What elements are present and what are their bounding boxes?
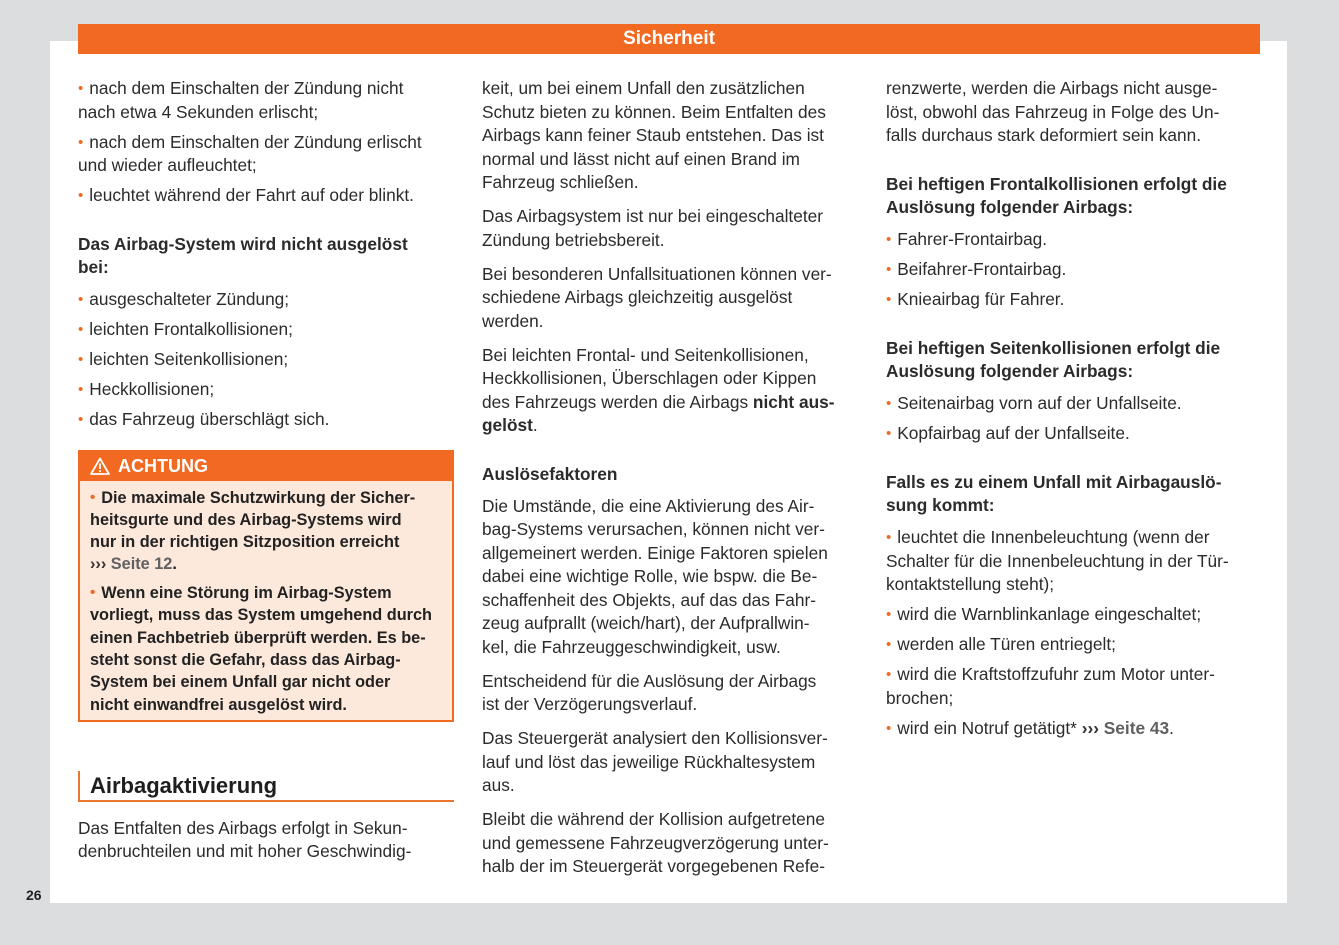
line-text: Bei leichten Frontal- und Seitenkollisionen,	[482, 344, 809, 365]
line-text: Airbagaktivierung	[90, 772, 278, 798]
line-text: Beifahrer-Frontairbag.	[897, 259, 1067, 279]
list-item	[78, 408, 454, 432]
text-line	[482, 832, 860, 856]
line-text: Bleibt die während der Kollision aufgetretene	[482, 809, 825, 829]
text-line	[482, 727, 860, 751]
subheading	[78, 233, 454, 280]
line-text: Entscheidend für die Auslösung der Airbags	[482, 670, 817, 691]
text-line	[78, 233, 454, 257]
line-text: Das Airbagsystem ist nur bei eingeschalteter	[482, 206, 823, 226]
line-text: ausgeschalteter Zündung;	[89, 289, 290, 309]
text-line	[886, 687, 1264, 711]
text-line	[482, 855, 860, 879]
text-line	[886, 392, 1264, 416]
text-line	[78, 77, 454, 101]
text-line	[482, 774, 860, 798]
line-text: Auslösefaktoren	[482, 463, 618, 484]
line-text: Kopfairbag auf der Unfallseite.	[897, 423, 1130, 443]
list-item	[886, 228, 1264, 252]
list-item	[886, 663, 1264, 710]
line-text: Das Steuergerät analysiert den Kollisionsver-	[482, 728, 828, 748]
bullet-dot-icon: •	[90, 584, 96, 602]
text-line	[78, 154, 454, 178]
line-text: .	[172, 555, 177, 574]
list-item	[886, 526, 1264, 597]
line-text: normal und lässt nicht auf einen Brand im	[482, 148, 800, 169]
bullet-dot-icon: •	[886, 231, 892, 248]
line-text: Bei besonderen Unfallsituationen können ver-	[482, 263, 832, 284]
text-line	[886, 422, 1264, 446]
line-text: Wenn eine Störung im Airbag-System	[101, 584, 392, 603]
line-text: Zündung betriebsbereit.	[482, 229, 665, 250]
line-text: Heckkollisionen;	[89, 379, 215, 399]
text-line	[90, 694, 442, 716]
line-text: denbruchteilen und mit hoher Geschwindig-	[78, 841, 412, 862]
text-line	[886, 173, 1264, 197]
list-item	[78, 348, 454, 372]
line-text: gelöst	[482, 415, 533, 435]
line-text: Schalter für die Innenbeleuchtung in der Tür-	[886, 550, 1229, 571]
text-line	[78, 408, 454, 432]
list-item	[886, 633, 1264, 657]
text-line	[482, 77, 860, 101]
bullet-dot-icon: •	[886, 291, 892, 308]
text-line	[78, 101, 454, 125]
text-line	[78, 817, 454, 841]
warning-body	[80, 481, 452, 720]
text-line	[78, 378, 454, 402]
bullet-dot-icon: •	[78, 291, 84, 308]
line-text: Airbags kann feiner Staub entstehen. Das ist	[482, 125, 824, 145]
subheading	[886, 337, 1264, 384]
text-line	[886, 663, 1264, 687]
list-item	[78, 318, 454, 342]
bullet-dot-icon: •	[90, 488, 96, 506]
line-text: und wieder aufleuchtet;	[78, 155, 257, 175]
line-text: werden alle Türen entriegelt;	[897, 634, 1116, 654]
paragraph	[482, 344, 860, 438]
line-text: Auslösung folgender Airbags:	[886, 361, 1134, 381]
bullet-dot-icon: •	[886, 719, 892, 737]
text-line	[886, 471, 1264, 495]
text-line	[78, 840, 454, 864]
warning-header	[80, 452, 452, 481]
line-text: wird die Warnblinkanlage eingeschaltet;	[897, 604, 1202, 624]
subheading	[886, 471, 1264, 518]
section-header-bar	[78, 24, 1260, 54]
list-item	[886, 422, 1264, 446]
text-line	[78, 318, 454, 342]
text-column-2	[482, 77, 860, 879]
line-text: keit, um bei einem Unfall den zusätzlichen	[482, 78, 805, 98]
text-line	[482, 205, 860, 229]
list-item	[886, 603, 1264, 627]
bullet-dot-icon: •	[78, 411, 84, 428]
paragraph	[886, 77, 1264, 148]
line-text: bei:	[78, 257, 109, 277]
list-item	[886, 717, 1264, 741]
bullet-dot-icon: •	[78, 351, 84, 368]
line-text: nur in der richtigen Sitzposition erreicht	[90, 533, 400, 552]
line-text: Bei heftigen Seitenkollisionen erfolgt die	[886, 337, 1221, 358]
line-text: brochen;	[886, 687, 954, 708]
text-line	[78, 256, 454, 280]
list-item	[886, 258, 1264, 282]
line-text: Seitenairbag vorn auf der Unfallseite.	[897, 393, 1182, 413]
bullet-dot-icon: •	[886, 666, 892, 683]
text-line	[482, 414, 860, 438]
text-line	[886, 633, 1264, 657]
line-text: Die maximale Schutzwirkung der Sicher-	[101, 488, 416, 507]
bullet-dot-icon: •	[886, 529, 892, 546]
text-line	[482, 636, 860, 660]
text-line	[886, 288, 1264, 312]
bullet-dot-icon: •	[78, 133, 84, 151]
warning-item	[90, 582, 442, 716]
line-text: allgemeinert werden. Einige Faktoren spielen	[482, 542, 828, 563]
line-text: Auslösung folgender Airbags:	[886, 197, 1134, 217]
line-text: sung kommt:	[886, 495, 995, 515]
page-reference-link[interactable]: Seite 43	[1103, 717, 1170, 738]
text-line	[886, 717, 1264, 741]
text-line	[886, 124, 1264, 148]
bullet-dot-icon: •	[886, 606, 892, 623]
line-text: Die Umstände, die eine Aktivierung des Air-	[482, 495, 815, 516]
line-text: halb der im Steuergerät vorgegebenen Refe-	[482, 856, 825, 876]
text-line	[886, 526, 1264, 550]
paragraph	[78, 817, 454, 864]
text-column-3	[886, 77, 1264, 740]
text-line	[482, 171, 860, 195]
text-line	[90, 509, 442, 531]
line-text: nach dem Einschalten der Zündung nicht	[89, 78, 404, 98]
line-text: werden.	[482, 310, 544, 331]
text-line	[78, 184, 454, 208]
line-text: lauf und löst das jeweilige Rückhaltesystem	[482, 751, 816, 772]
text-line	[90, 604, 442, 626]
line-text: .	[532, 415, 538, 435]
text-line	[482, 286, 860, 310]
page-reference-link[interactable]: Seite 12	[110, 555, 173, 574]
list-item	[886, 288, 1264, 312]
text-line	[78, 131, 454, 155]
text-line	[90, 553, 442, 575]
list-item	[78, 378, 454, 402]
text-line	[482, 612, 860, 636]
text-line	[482, 495, 860, 519]
text-line	[886, 603, 1264, 627]
reference-arrow-icon: ›››	[1081, 717, 1104, 738]
bullet-dot-icon: •	[78, 80, 84, 97]
line-text: nach dem Einschalten der Zündung erlischt	[89, 131, 422, 152]
paragraph	[482, 495, 860, 660]
text-line	[482, 565, 860, 589]
text-line	[482, 229, 860, 253]
line-text: leuchtet die Innenbeleuchtung (wenn der	[897, 527, 1210, 547]
text-line	[482, 542, 860, 566]
bullet-dot-icon: •	[886, 425, 892, 442]
warning-box	[78, 450, 454, 722]
text-line	[78, 348, 454, 372]
text-line	[90, 649, 442, 671]
subheading	[886, 173, 1264, 220]
text-line	[482, 670, 860, 694]
line-text: vorliegt, muss das System umgehend durch	[90, 606, 432, 625]
line-text: das Fahrzeug überschlägt sich.	[89, 409, 330, 429]
bullet-dot-icon: •	[78, 321, 84, 338]
warning-item	[90, 487, 442, 576]
line-text: Schutz bieten zu können. Beim Entfalten des	[482, 101, 826, 122]
text-line	[482, 310, 860, 334]
line-text: renzwerte, werden die Airbags nicht ausge-	[886, 78, 1218, 98]
list-item	[78, 288, 454, 312]
line-text: Knieairbag für Fahrer.	[897, 289, 1065, 309]
bullet-dot-icon: •	[886, 261, 892, 278]
text-line	[482, 344, 860, 368]
paragraph	[482, 670, 860, 717]
warning-title: ACHTUNG	[118, 455, 208, 476]
line-text: leichten Seitenkollisionen;	[89, 349, 289, 369]
text-line	[482, 518, 860, 542]
text-line	[482, 148, 860, 172]
text-line	[886, 573, 1264, 597]
line-text: kontaktstellung steht);	[886, 574, 1055, 594]
line-text: wird die Kraftstoffzufuhr zum Motor unter-	[897, 664, 1215, 684]
line-text: bag-Systems verursachen, können nicht ver-	[482, 519, 825, 539]
text-line	[90, 487, 442, 509]
line-text: leuchtet während der Fahrt auf oder blinkt.	[89, 185, 414, 205]
line-text: des Fahrzeugs werden die Airbags	[482, 391, 753, 412]
paragraph	[482, 263, 860, 334]
line-text: wird ein Notruf getätigt*	[897, 717, 1082, 738]
warning-triangle-icon	[90, 457, 110, 475]
text-line	[90, 771, 454, 800]
paragraph	[482, 727, 860, 798]
bullet-dot-icon: •	[78, 381, 84, 398]
line-text: zeug aufprallt (weich/hart), der Aufprallwin-	[482, 613, 810, 633]
line-text: Heckkollisionen, Überschlagen oder Kippen	[482, 368, 817, 388]
text-line	[886, 550, 1264, 574]
subheading	[482, 463, 860, 487]
reference-arrow-icon: ›››	[90, 555, 111, 574]
line-text: falls durchaus stark deformiert sein kann.	[886, 125, 1202, 145]
line-text: heitsgurte und des Airbag-Systems wird	[90, 510, 402, 529]
line-text: steht sonst die Gefahr, dass das Airbag-	[90, 651, 401, 670]
text-line	[482, 101, 860, 125]
text-line	[482, 693, 860, 717]
text-line	[482, 124, 860, 148]
text-line	[886, 494, 1264, 518]
text-line	[482, 808, 860, 832]
line-text: ist der Verzögerungsverlauf.	[482, 694, 698, 714]
text-line	[482, 589, 860, 613]
text-line	[90, 671, 442, 693]
list-item	[886, 392, 1264, 416]
text-line	[886, 360, 1264, 384]
line-text: schiedene Airbags gleichzeitig ausgelöst	[482, 287, 793, 307]
line-text: einen Fachbetrieb überprüft werden. Es be-	[90, 628, 426, 647]
paragraph	[482, 77, 860, 195]
text-line	[90, 531, 442, 553]
text-line	[90, 582, 442, 604]
text-line	[482, 751, 860, 775]
section-title: Sicherheit	[623, 28, 715, 49]
text-line	[78, 288, 454, 312]
line-text: nach etwa 4 Sekunden erlischt;	[78, 101, 319, 122]
text-line	[482, 391, 860, 415]
text-line	[886, 77, 1264, 101]
text-line	[482, 463, 860, 487]
line-text: schaffenheit des Objekts, auf das das Fahr-	[482, 589, 816, 610]
line-text: Das Airbag-System wird nicht ausgelöst	[78, 233, 408, 254]
line-text: kel, die Fahrzeuggeschwindigkeit, usw.	[482, 636, 781, 657]
text-line	[482, 263, 860, 287]
line-text: Fahrer-Frontairbag.	[897, 229, 1048, 249]
line-text: und gemessene Fahrzeugverzögerung unter-	[482, 832, 829, 853]
line-text: dabei eine wichtige Rolle, wie bspw. die Be-	[482, 566, 818, 586]
line-text: System bei einem Unfall gar nicht oder	[90, 673, 391, 692]
bullet-dot-icon: •	[886, 395, 892, 412]
section-heading	[78, 771, 454, 802]
line-text: nicht aus-	[752, 391, 835, 412]
line-text: Fahrzeug schließen.	[482, 172, 639, 192]
text-line	[90, 627, 442, 649]
line-text: löst, obwohl das Fahrzeug in Folge des Un-	[886, 101, 1220, 122]
text-line	[886, 196, 1264, 220]
bullet-dot-icon: •	[78, 187, 84, 204]
line-text: Das Entfalten des Airbags erfolgt in Sekun-	[78, 817, 408, 838]
text-line	[886, 337, 1264, 361]
line-text: nicht einwandfrei ausgelöst wird.	[90, 695, 347, 714]
paragraph	[482, 808, 860, 879]
line-text: Falls es zu einem Unfall mit Airbagauslö-	[886, 471, 1222, 492]
bullet-dot-icon: •	[886, 636, 892, 653]
text-line	[886, 101, 1264, 125]
page-number: 26	[26, 887, 42, 903]
text-line	[886, 228, 1264, 252]
text-line	[886, 258, 1264, 282]
list-item	[78, 77, 454, 124]
list-item	[78, 131, 454, 178]
paragraph	[482, 205, 860, 252]
line-text: .	[1169, 717, 1174, 738]
text-line	[482, 367, 860, 391]
text-column-1	[78, 77, 454, 864]
line-text: Bei heftigen Frontalkollisionen erfolgt die	[886, 173, 1227, 194]
list-item	[78, 184, 454, 208]
line-text: leichten Frontalkollisionen;	[89, 319, 293, 339]
line-text: aus.	[482, 775, 515, 795]
